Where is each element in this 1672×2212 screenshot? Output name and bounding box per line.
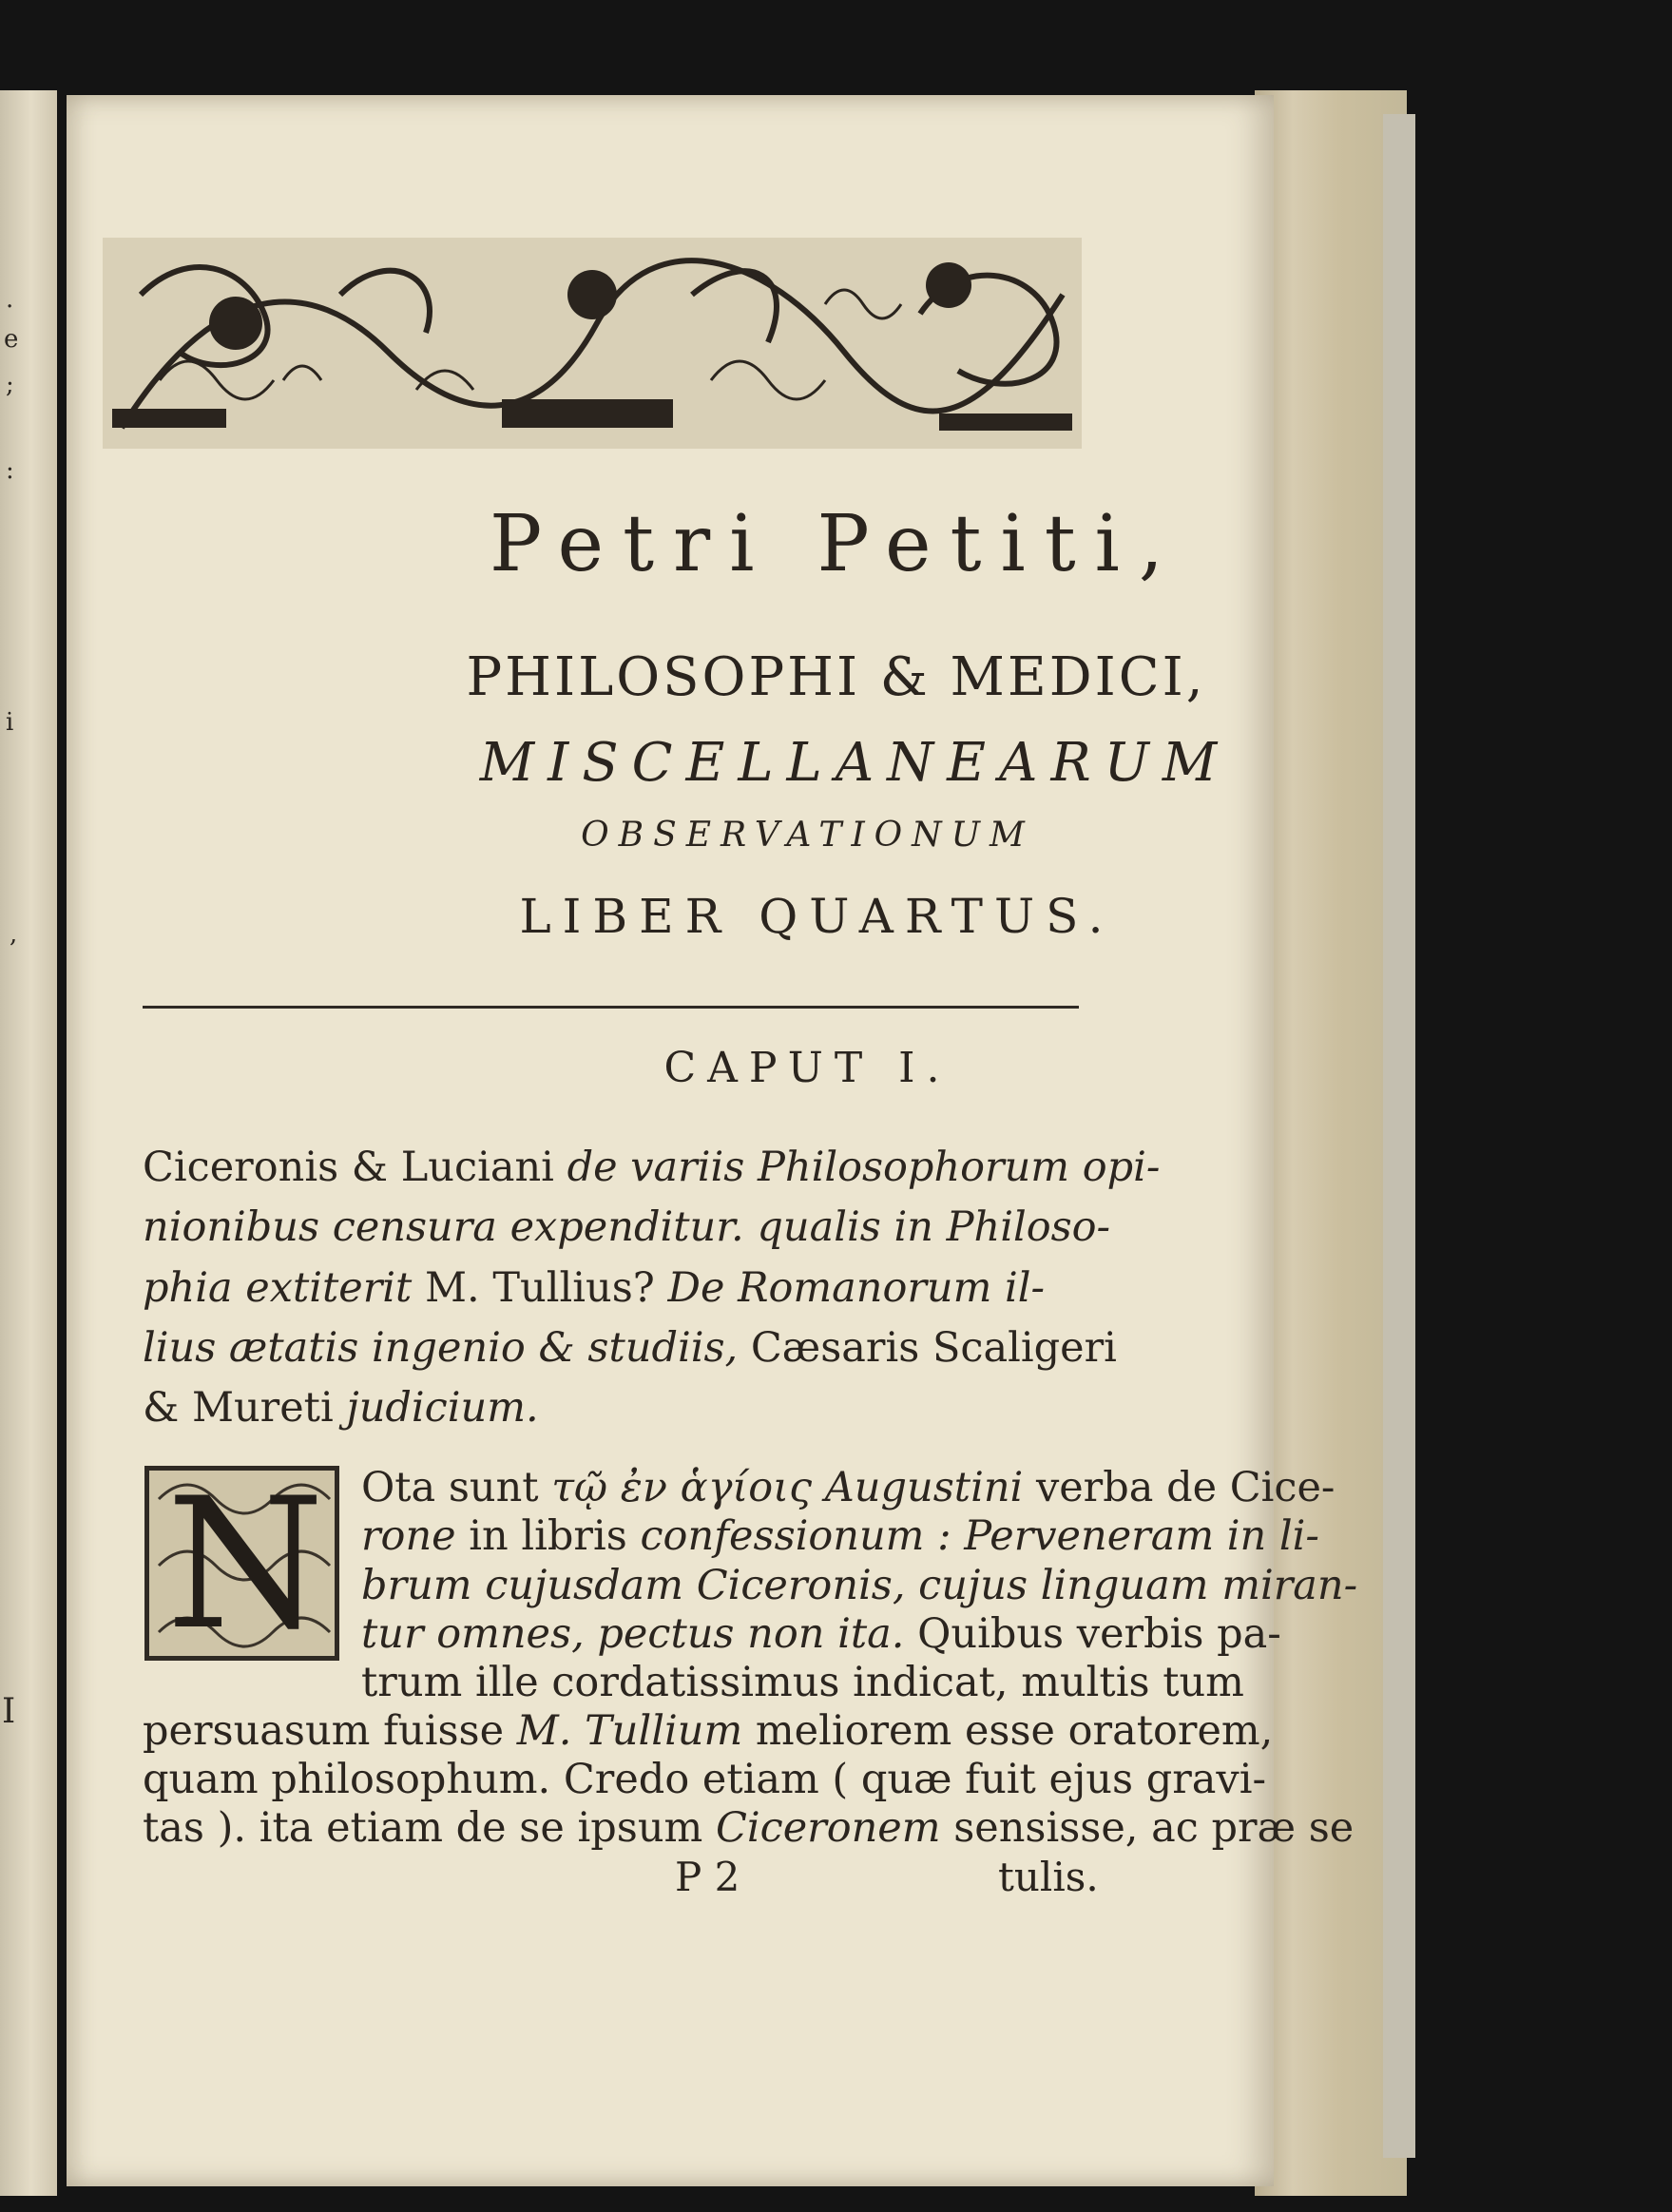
margin-mark: ,	[10, 920, 18, 949]
summary-line: lius ætatis ingenio & studiis, Cæsaris Scaligeri	[143, 1324, 1117, 1372]
title-miscellanearum: MISCELLANEARUM	[479, 732, 1231, 794]
title-observationum: OBSERVATIONUM	[581, 816, 1034, 855]
title-author: Petri Petiti,	[490, 499, 1182, 589]
initial-letter: N	[166, 1459, 325, 1669]
catchword: tulis.	[998, 1854, 1099, 1900]
body-line: trum ille cordatissimus indicat, multis tum	[361, 1659, 1244, 1706]
chapter-heading: CAPUT I.	[663, 1044, 951, 1092]
body-line: rone in libris confessionum : Perveneram in li-	[361, 1512, 1319, 1560]
margin-mark: I	[2, 1692, 16, 1731]
body-line: tur omnes, pectus non ita. Quibus verbis pa-	[361, 1610, 1281, 1658]
title-liber-quartus: LIBER QUARTUS.	[519, 889, 1115, 944]
margin-mark: e	[4, 325, 19, 354]
headpiece-ornament	[103, 238, 1082, 449]
summary-line: nionibus censura expenditur. qualis in Philoso-	[143, 1203, 1111, 1251]
margin-mark: :	[6, 456, 14, 485]
left-page-edge	[0, 90, 57, 2196]
body-line: brum cujusdam Ciceronis, cujus linguam miran-	[361, 1562, 1358, 1609]
margin-mark: .	[6, 285, 14, 314]
summary-line: Ciceronis & Luciani de variis Philosophorum opi-	[143, 1144, 1161, 1191]
body-line: quam philosophum. Credo etiam ( quæ fuit ejus gravi-	[143, 1756, 1266, 1803]
body-line: tas ). ita etiam de se ipsum Ciceronem sensisse, ac præ se	[143, 1804, 1355, 1852]
margin-mark: i	[6, 708, 14, 737]
margin-mark: ;	[6, 371, 14, 399]
book-board	[1383, 114, 1415, 2158]
signature-mark: P 2	[675, 1854, 740, 1900]
body-line: Ota sunt τῷ ἐν ἁγίοις Augustini verba de Cice-	[361, 1464, 1336, 1511]
summary-line: & Mureti judicium.	[143, 1384, 539, 1432]
title-subtitle: PHILOSOPHI & MEDICI,	[466, 646, 1206, 708]
horizontal-rule	[143, 1006, 1079, 1009]
decorated-initial	[144, 1459, 339, 1669]
body-line: persuasum fuisse M. Tullium meliorem esse oratorem,	[143, 1707, 1274, 1755]
summary-line: phia extiterit M. Tullius? De Romanorum il-	[143, 1264, 1046, 1312]
